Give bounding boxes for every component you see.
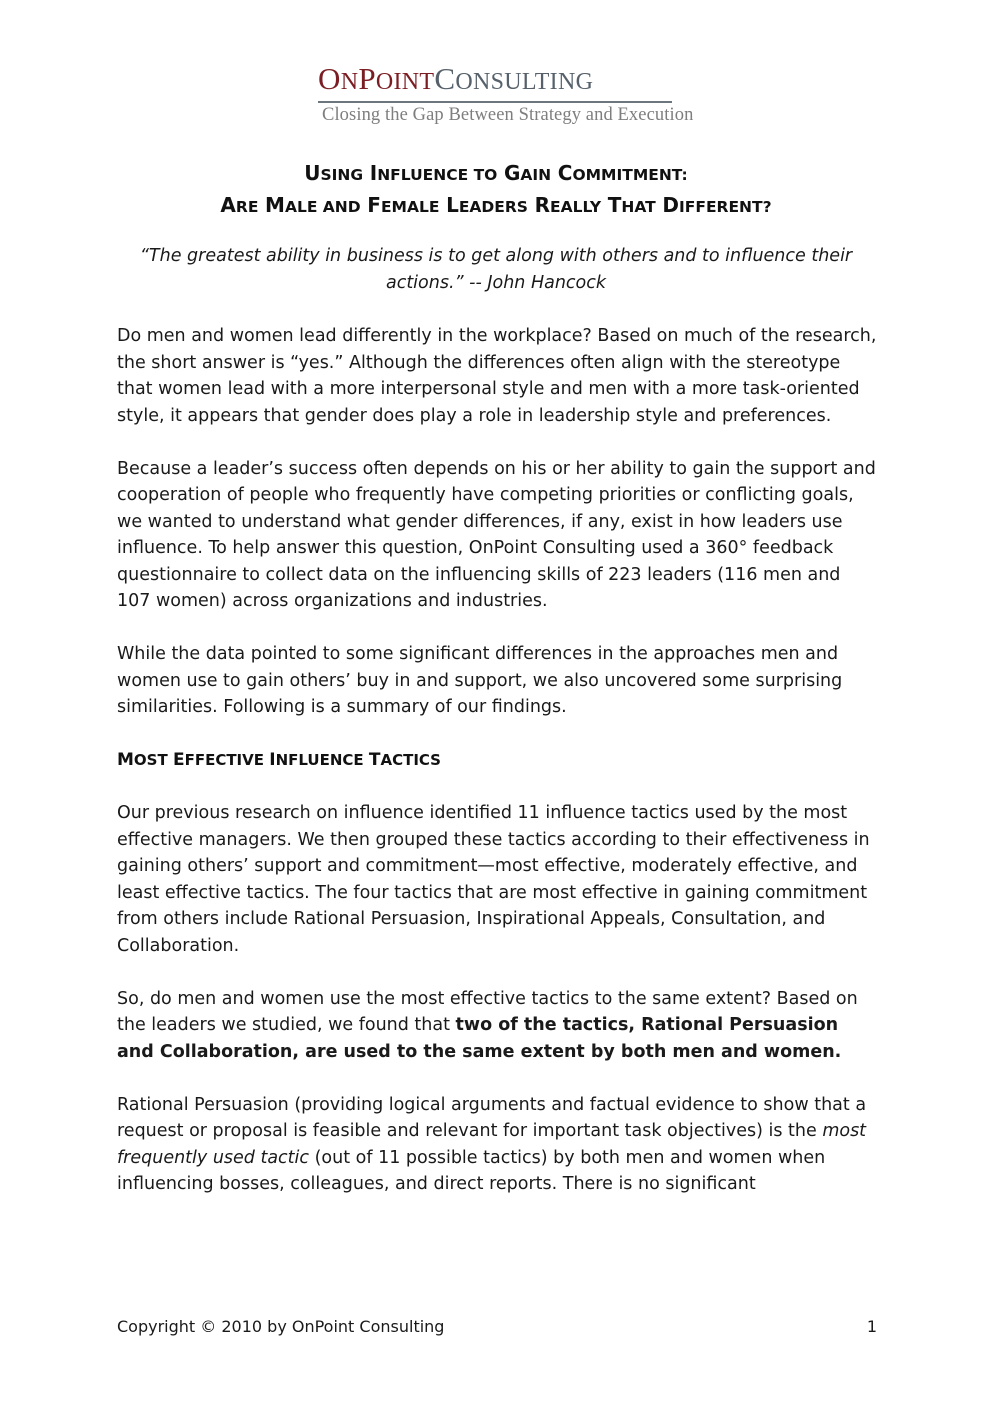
- title-word: RE: [235, 198, 259, 216]
- title-word: A: [220, 193, 236, 217]
- page-number: 1: [866, 1317, 877, 1336]
- heading-word: T: [368, 750, 381, 770]
- title-word: T: [607, 193, 622, 217]
- paragraph-italic: most frequently used tactic: [117, 1121, 867, 1168]
- logo-letter: P: [358, 61, 376, 96]
- heading-word: E: [172, 750, 185, 770]
- title-word: EADERS: [458, 198, 528, 216]
- paragraph-text: Rational Persuasion (providing logical arguments and factual evidence to show that a request or proposal is feasible and relevant for important task objectives) is the: [117, 1094, 867, 1141]
- title-word: R: [534, 193, 550, 217]
- title-word: NFLUENCE TO: [377, 166, 498, 184]
- heading-word: NFLUENCE: [275, 751, 364, 769]
- title-word: G: [503, 161, 521, 185]
- epigraph-quote: “The greatest ability in business is to get along with others and to influence their actions.” -- John Hancock: [139, 246, 853, 293]
- heading-word: I: [269, 750, 276, 770]
- title-word: F: [367, 193, 381, 217]
- logo-letters: OINT: [375, 69, 435, 95]
- logo-letters: ONSULTING: [455, 69, 594, 95]
- paragraph-research-method: Because a leader’s success often depends on his or her ability to gain the support and cooperation of people who frequently have competing priorities or conflicting goals, we wanted to understand what gender differences, if any, exist in how leaders use influence. To help answer this question, OnPoint Consulting used a 360° feedback questionnaire to collect data on the influencing skills of 223 leaders (116 men and 107 women) across organizations and industries.: [117, 458, 876, 611]
- logo-letters: N: [340, 69, 359, 95]
- paragraph-findings-summary: While the data pointed to some significant differences in the approaches men and women use to gain others’ buy in and support, we also uncovered some surprising similarities. Following is a summary of our findings.: [117, 644, 843, 717]
- title-word: HAT: [621, 198, 656, 216]
- onpoint-consulting-logo: [318, 61, 694, 126]
- logo-tagline: Closing the Gap Between Strategy and Execution: [322, 105, 694, 125]
- paragraph-same-extent: [117, 986, 879, 1066]
- title-word: AIN: [520, 166, 552, 184]
- title-word: IFFERENT?: [679, 198, 772, 216]
- title-word: EALLY: [549, 198, 602, 216]
- logo-consulting: [434, 61, 593, 96]
- title-word: ALE AND: [284, 198, 361, 216]
- paragraph-text: (out of 11 possible tactics) by both men and women when influencing bosses, colleagues, and direct reports. There is no significant: [117, 1147, 826, 1194]
- title-word: D: [662, 193, 679, 217]
- title-word: M: [265, 193, 285, 217]
- title-word: C: [557, 161, 573, 185]
- document-title: [0, 158, 992, 222]
- document-body: [117, 323, 879, 1224]
- title-word: U: [304, 161, 321, 185]
- paragraph-emphasis: two of the tactics, Rational Persuasion and Collaboration, are used to the same extent by both men and women.: [117, 1015, 842, 1062]
- section-heading-most-effective-tactics: [117, 747, 879, 774]
- logo-letter: O: [318, 61, 341, 96]
- heading-word: M: [117, 750, 134, 770]
- paragraph-tactics-overview: Our previous research on influence identified 11 influence tactics used by the most effective managers. We then grouped these tactics according to their effectiveness in gaining others’ support and commitment—most effective, moderately effective, and least effective tactics. The four tactics that are most effective in gaining commitment from others include Rational Persuasion, Inspirational Appeals, Consultation, and Collaboration.: [117, 803, 870, 956]
- title-word: EMALE: [380, 198, 440, 216]
- title-line-2: [0, 190, 992, 222]
- heading-word: FFECTIVE: [184, 751, 264, 769]
- copyright-notice: Copyright © 2010 by OnPoint Consulting: [117, 1317, 445, 1336]
- heading-word: OST: [133, 751, 168, 769]
- heading-word: ACTICS: [380, 751, 441, 769]
- title-word: I: [369, 161, 378, 185]
- title-word: OMMITMENT:: [572, 166, 688, 184]
- title-word: L: [446, 193, 459, 217]
- title-line-1: [0, 158, 992, 190]
- title-word: SING: [320, 166, 364, 184]
- paragraph-text: So, do men and women use the most effective tactics to the same extent? Based on the leaders we studied, we found that: [117, 988, 858, 1035]
- logo-letter: C: [434, 61, 456, 96]
- logo-divider: [318, 101, 672, 103]
- paragraph-intro: Do men and women lead differently in the workplace? Based on much of the research, the short answer is “yes.” Although the differences often align with the stereotype that women lead with a more interpersonal style and men with a more task-oriented style, it appears that gender does play a role in leadership style and preferences.: [117, 326, 877, 426]
- paragraph-rational-persuasion: [117, 1092, 879, 1198]
- page-footer: [117, 1316, 877, 1338]
- logo-onpoint: [318, 61, 434, 96]
- logo-wordmark: [318, 62, 674, 99]
